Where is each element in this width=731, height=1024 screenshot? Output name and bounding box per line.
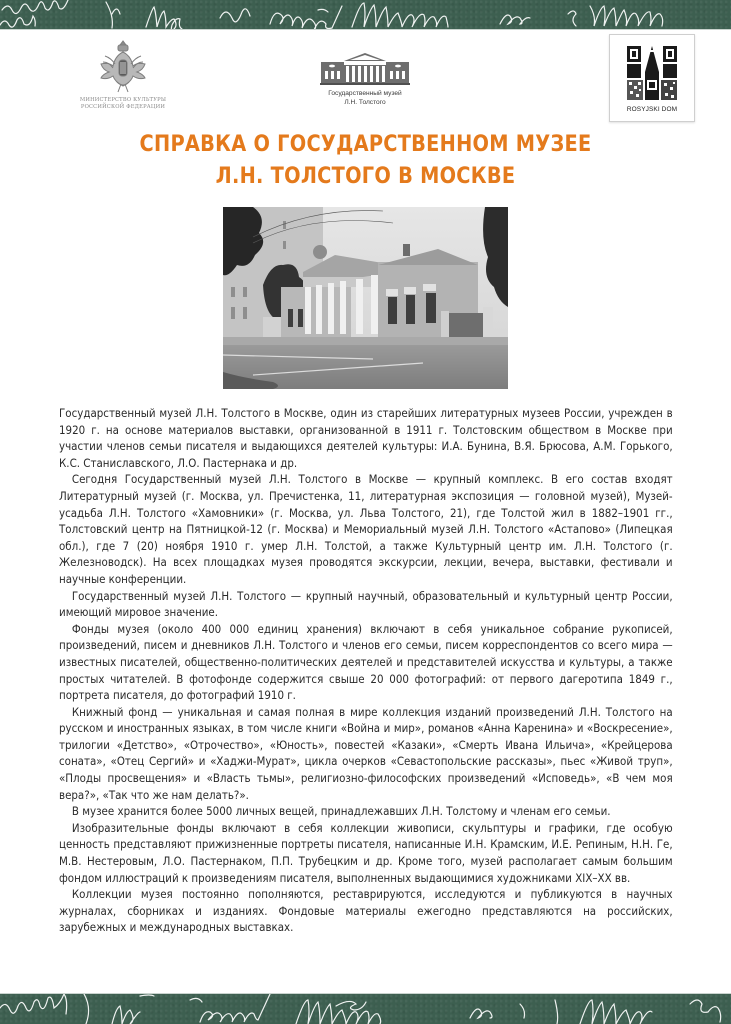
museum-name [312, 89, 418, 107]
header-handwriting-band [0, 0, 731, 30]
rosyjski-dom-label: ROSYJSKI DOM [626, 106, 678, 113]
museum-name-line1: Государственный музей [328, 90, 402, 97]
museum-building-photo [223, 207, 508, 389]
museum-photo-image [223, 207, 508, 389]
body-paragraph: Государственный музей Л.Н. Толстого в Москве, один из старейших литературных музеев России, учрежден в 1920 г. на основе материалов выставки, организованной в 1911 г. Толстовским обществом в Москве при участии членов семьи писателя и выдающихся деятелей культуры: И.А. Бунина, В.Я. Брюсова, А.М. Горького, К.С. Станиславского, Л.О. Пастернака и др. [59, 407, 673, 470]
double-headed-eagle-icon [97, 38, 149, 94]
rosyjski-dom-logo [609, 34, 695, 122]
handwriting-decoration-icon [0, 994, 731, 1024]
body-paragraph: Государственный музей Л.Н. Толстого — крупный научный, образовательный и культурный центр России, имеющий мировое значение. [59, 589, 673, 620]
museum-building-icon [320, 52, 410, 86]
page-title-line1: СПРАВКА О ГОСУДАРСТВЕННОМ МУЗЕЕ [139, 131, 592, 157]
body-paragraph: Изобразительные фонды включают в себя коллекции живописи, скульптуры и графики, где особую ценность представляют прижизненные портреты писателя, написанные И.Н. Крамским, И.Е. Репиным, Н.Н. Ге, М.В. Нестеровым, Л.О. Пастернаком, П.П. Трубецким и др. Кроме того, музей располагает самым большим фондом иллюстраций к произведениям писателя, выполненных выдающимися художниками XIX–XX вв. [59, 821, 673, 885]
page-title [86, 128, 646, 192]
ministry-of-culture-logo [74, 38, 172, 112]
footer-handwriting-band [0, 993, 731, 1024]
tolstoy-museum-logo [312, 52, 418, 114]
museum-name-line2: Л.Н. Толстого [344, 99, 386, 106]
ministry-name [74, 97, 172, 110]
body-paragraph: Книжный фонд — уникальная и самая полная в мире коллекция изданий произведений Л.Н. Толстого на русском и иностранных языках, в том числе книги «Война и мир», романов «Анна Каренина» и «Воскресение», трилогии «Детство», «Отрочество», «Юность», повестей «Казаки», «Смерть Ивана Ильича», «Крейцерова соната», «Отец Сергий» и «Хаджи-Мурат», цикла очерков «Севастопольские рассказы», пьес «Живой труп», «Плоды просвещения» и «Власть тьмы», религиозно-философских произведений «Исповедь», «В чем моя вера?», «Так что же нам делать?». [59, 705, 673, 802]
body-paragraph: Сегодня Государственный музей Л.Н. Толстого в Москве — крупный комплекс. В его состав входят Литературный музей (г. Москва, ул. Пречистенка, 11, литературная экспозиция — головной музей), Музей-усадьба Л.Н. Толстого «Хамовники» (г. Москва, ул. Льва Толстого, 21), где Толстой жил в 1882–1901 гг., Толстовский центр на Пятницкой-12 (г. Москва) и Мемориальный музей Л.Н. Толстого «Астапово» (Липецкая обл.), где 7 (20) ноября 1910 г. умер Л.Н. Толстой, а также Культурный центр им. Л.Н. Толстого (г. Железноводск). На всех площадках музея проводятся экскурсии, лекции, вечера, выставки, фестивали и научные конференции. [59, 473, 673, 586]
body-paragraph: Коллекции музея постоянно пополняются, реставрируются, исследуются и публикуются в научных журналах, сборниках и изданиях. Фондовые материалы ежегодно представляются на российских, зарубежных и международных выставках. [59, 888, 673, 935]
body-paragraph: В музее хранится более 5000 личных вещей, принадлежавших Л.Н. Толстому и членам его семьи. [71, 805, 611, 819]
article-body [59, 406, 673, 937]
body-paragraph: Фонды музея (около 400 000 единиц хранения) включают в себя уникальное собрание рукописей, произведений, писем и дневников Л.Н. Толстого и членов его семьи, писем корреспондентов со всего мира — известных писателей, общественно-политических деятелей и представителей искусства и культуры, а также простых читателей. В фотофонде содержится свыше 20 000 фотографий: от первого дагеротипа 1849 г., портрета писателя, до фотографий 1910 г. [59, 622, 673, 703]
qr-kremlin-icon [625, 44, 679, 102]
handwriting-decoration-icon [0, 0, 731, 29]
ministry-name-line1: МИНИСТЕРСТВО КУЛЬТУРЫ [79, 97, 167, 103]
page-title-line2: Л.Н. ТОЛСТОГО В МОСКВЕ [215, 163, 516, 189]
ministry-name-line2: РОССИЙСКОЙ ФЕДЕРАЦИИ [80, 103, 166, 110]
